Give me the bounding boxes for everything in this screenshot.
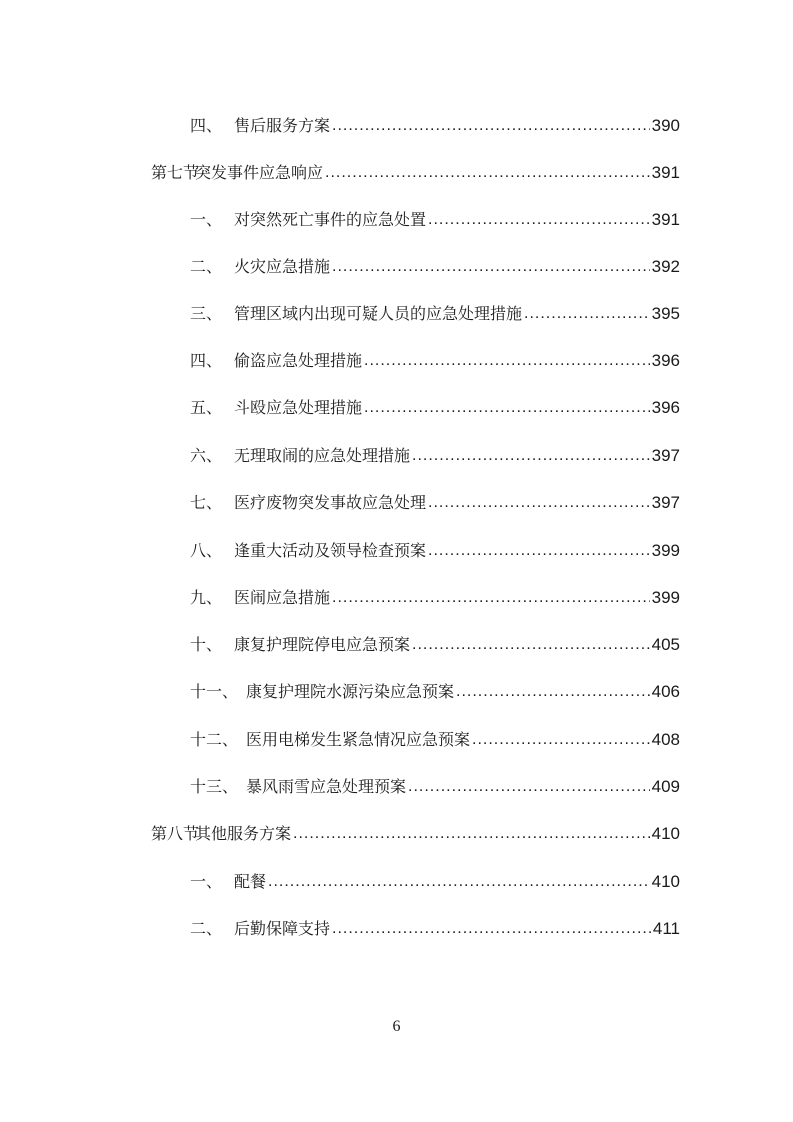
toc-entry-page: 411 <box>652 919 680 938</box>
toc-entry-title: 火灾应急措施 <box>234 257 331 276</box>
dot-leader <box>456 682 650 702</box>
toc-entry[interactable] <box>0 112 680 136</box>
toc-entry[interactable] <box>0 347 680 371</box>
dot-leader <box>408 777 650 797</box>
toc-entry-page: 410 <box>651 824 680 843</box>
dot-leader <box>332 257 650 277</box>
toc-entry-page: 392 <box>651 257 680 276</box>
toc-entry-page: 391 <box>651 163 680 182</box>
dot-leader <box>332 919 651 939</box>
toc-entry-title: 对突然死亡事件的应急处置 <box>234 210 427 229</box>
toc-entry-title: 暴风雨雪应急处理预案 <box>246 777 407 796</box>
dot-leader <box>332 116 650 136</box>
toc-entry-page: 391 <box>651 210 680 229</box>
dot-leader <box>428 493 650 513</box>
dot-leader <box>268 872 650 892</box>
toc-entry-title: 逢重大活动及领导检查预案 <box>234 541 427 560</box>
toc-entry-title: 管理区域内出现可疑人员的应急处理措施 <box>234 304 523 323</box>
toc-entry-title: 后勤保障支持 <box>234 919 331 938</box>
toc-entry-title: 斗殴应急处理措施 <box>234 398 363 417</box>
toc-entry-title: 突发事件应急响应 <box>195 163 324 182</box>
toc-section-entry[interactable] <box>0 820 680 844</box>
toc-entry[interactable] <box>0 678 680 702</box>
dot-leader <box>293 824 650 844</box>
toc-entry[interactable] <box>0 253 680 277</box>
toc-entry-number: 五、 <box>190 398 223 417</box>
toc-entry[interactable] <box>0 915 680 939</box>
toc-entry-number: 一、 <box>190 210 223 229</box>
toc-entry-title: 无理取闹的应急处理措施 <box>234 446 411 465</box>
toc-entry-number: 四、 <box>190 116 223 135</box>
toc-entry-number: 第七节 <box>151 163 200 182</box>
dot-leader <box>524 304 650 324</box>
toc-entry[interactable] <box>0 537 680 561</box>
toc-entry-number: 十一、 <box>190 682 239 701</box>
dot-leader <box>412 446 650 466</box>
toc-entry-number: 七、 <box>190 493 223 512</box>
toc-entry[interactable] <box>0 206 680 230</box>
toc-entry[interactable] <box>0 584 680 608</box>
toc-entry-title: 配餐 <box>234 872 267 891</box>
toc-entry-page: 396 <box>651 351 680 370</box>
toc-entry-number: 八、 <box>190 541 223 560</box>
toc-entry-page: 397 <box>651 493 680 512</box>
toc-entry-page: 410 <box>651 872 680 891</box>
toc-entry[interactable] <box>0 489 680 513</box>
toc-entry[interactable] <box>0 868 680 892</box>
toc-entry-title: 康复护理院水源污染应急预案 <box>246 682 455 701</box>
dot-leader <box>428 210 650 230</box>
toc-entry-page: 390 <box>651 116 680 135</box>
toc-entry-title: 康复护理院停电应急预案 <box>234 635 411 654</box>
toc-entry-number: 六、 <box>190 446 223 465</box>
dot-leader <box>364 351 650 371</box>
toc-entry[interactable] <box>0 300 680 324</box>
toc-entry-number: 一、 <box>190 872 223 891</box>
toc-section-entry[interactable] <box>0 159 680 183</box>
toc-entry[interactable] <box>0 726 680 750</box>
dot-leader <box>325 163 650 183</box>
dot-leader <box>412 635 650 655</box>
dot-leader <box>472 730 650 750</box>
toc-entry-page: 396 <box>651 398 680 417</box>
page-number: 6 <box>392 1018 401 1035</box>
toc-entry-title: 医疗废物突发事故应急处理 <box>234 493 427 512</box>
toc-entry-page: 406 <box>651 682 680 701</box>
toc-entry[interactable] <box>0 773 680 797</box>
toc-entry-number: 四、 <box>190 351 223 370</box>
toc-entry[interactable] <box>0 631 680 655</box>
toc-entry[interactable] <box>0 442 680 466</box>
toc-entry-title: 其他服务方案 <box>195 824 292 843</box>
toc-entry-page: 395 <box>651 304 680 323</box>
toc-entry-number: 二、 <box>190 257 223 276</box>
toc-entry-number: 第八节 <box>151 824 200 843</box>
dot-leader <box>364 398 650 418</box>
toc-entry-page: 408 <box>651 730 680 749</box>
toc-entry-title: 医用电梯发生紧急情况应急预案 <box>246 730 471 749</box>
toc-entry-number: 三、 <box>190 304 223 323</box>
toc-entry-number: 十、 <box>190 635 223 654</box>
toc-entry-page: 397 <box>651 446 680 465</box>
toc-entry-number: 九、 <box>190 588 223 607</box>
toc-entry-number: 二、 <box>190 919 223 938</box>
dot-leader <box>332 588 650 608</box>
toc-entry-title: 偷盗应急处理措施 <box>234 351 363 370</box>
toc-entry-title: 售后服务方案 <box>234 116 331 135</box>
dot-leader <box>428 541 650 561</box>
toc-entry-title: 医闹应急措施 <box>234 588 331 607</box>
toc-entry-number: 十三、 <box>190 777 239 796</box>
toc-entry-page: 409 <box>651 777 680 796</box>
toc-entry-number: 十二、 <box>190 730 239 749</box>
toc-entry-page: 399 <box>651 588 680 607</box>
toc-entry-page: 405 <box>651 635 680 654</box>
toc-entry[interactable] <box>0 394 680 418</box>
toc-entry-page: 399 <box>651 541 680 560</box>
